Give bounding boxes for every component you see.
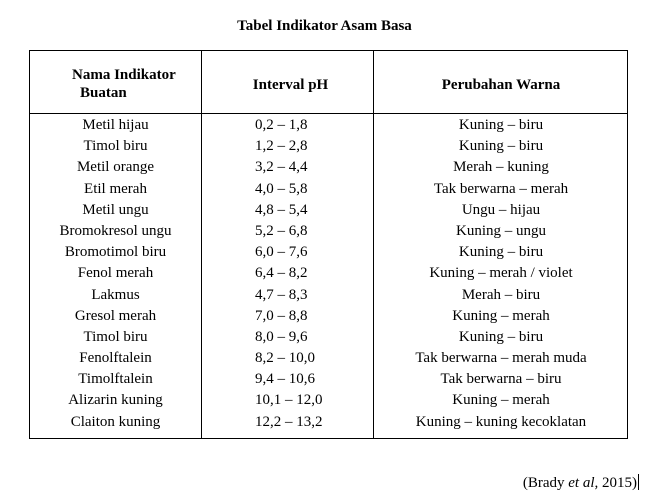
cell-perubahan-warna: Merah – biru [461,286,541,303]
cell-interval-ph: 0,2 – 1,8 [255,117,308,133]
cell-nama-indikator: Gresol merah [74,307,157,324]
cell-nama-indikator: Bromotimol biru [64,244,167,261]
cell-nama-indikator: Claiton kuning [70,413,161,430]
table-row [30,263,627,284]
header-divider [30,113,627,114]
cell-perubahan-warna: Merah – kuning [453,159,549,176]
cell-nama-indikator: Alizarin kuning [68,392,163,409]
text-cursor [638,474,639,490]
cell-nama-indikator: Timol biru [83,138,148,155]
cell-perubahan-warna: Tak berwarna – merah muda [415,350,587,367]
cell-interval-ph: 4,7 – 8,3 [255,286,308,303]
cell-perubahan-warna: Ungu – hijau [461,201,541,218]
table-row [30,136,627,157]
cell-perubahan-warna: Tak berwarna – biru [440,371,562,388]
cell-interval-ph: 12,2 – 13,2 [255,413,323,430]
table-row [30,327,627,348]
cell-nama-indikator: Metil ungu [82,201,149,218]
cell-perubahan-warna: Tak berwarna – merah [433,180,569,197]
header-interval-ph: Interval pH [252,77,329,93]
cell-perubahan-warna: Kuning – kuning kecoklatan [415,413,587,430]
citation-etal: et al, [568,475,599,491]
cell-interval-ph: 4,8 – 5,4 [255,201,308,218]
table-row [30,242,627,263]
cell-interval-ph: 5,2 – 6,8 [255,222,308,239]
header-nama-line2: Buatan [80,85,127,101]
table-body [30,115,627,433]
citation-open: (Brady [522,475,569,491]
cell-interval-ph: 4,0 – 5,8 [255,180,308,197]
table-row [30,412,627,433]
table-row [30,221,627,242]
header-nama-indikator [72,66,202,102]
cell-interval-ph: 8,0 – 9,6 [255,328,308,345]
cell-nama-indikator: Fenol merah [77,265,154,282]
table-row [30,157,627,178]
cell-nama-indikator: Metil orange [76,159,155,176]
header-nama-line1: Nama Indikator [72,67,176,83]
cell-interval-ph: 8,2 – 10,0 [255,350,315,367]
cell-nama-indikator: Metil hijau [82,117,149,133]
table-row [30,348,627,369]
cell-interval-ph: 3,2 – 4,4 [255,159,308,176]
cell-interval-ph: 7,0 – 8,8 [255,307,308,324]
table-row [30,306,627,327]
citation [523,474,639,492]
indicator-table [29,50,628,439]
cell-interval-ph: 6,4 – 8,2 [255,265,308,282]
cell-interval-ph: 1,2 – 2,8 [255,138,308,155]
cell-nama-indikator: Etil merah [84,180,147,197]
cell-interval-ph: 10,1 – 12,0 [255,392,323,409]
cell-perubahan-warna: Kuning – biru [458,328,544,345]
table-row [30,179,627,200]
cell-perubahan-warna: Kuning – merah [452,307,550,324]
table-row [30,285,627,306]
table-row [30,369,627,390]
cell-perubahan-warna: Kuning – merah [452,392,550,409]
table-row [30,115,627,136]
cell-nama-indikator: Bromokresol ungu [59,222,172,239]
cell-perubahan-warna: Kuning – ungu [456,222,546,239]
table-row [30,390,627,411]
cell-perubahan-warna: Kuning – biru [458,138,544,155]
cell-nama-indikator: Fenolftalein [79,350,152,367]
cell-interval-ph: 6,0 – 7,6 [255,244,308,261]
cell-perubahan-warna: Kuning – merah / violet [429,265,573,282]
table-title: Tabel Indikator Asam Basa [237,18,412,34]
citation-close: 2015) [598,475,637,491]
cell-perubahan-warna: Kuning – biru [458,244,544,261]
cell-nama-indikator: Timol biru [83,328,148,345]
cell-perubahan-warna: Kuning – biru [458,117,544,133]
cell-nama-indikator: Lakmus [91,286,140,303]
cell-interval-ph: 9,4 – 10,6 [255,371,315,388]
cell-nama-indikator: Timolftalein [78,371,153,388]
header-perubahan-warna: Perubahan Warna [441,77,561,93]
table-row [30,200,627,221]
